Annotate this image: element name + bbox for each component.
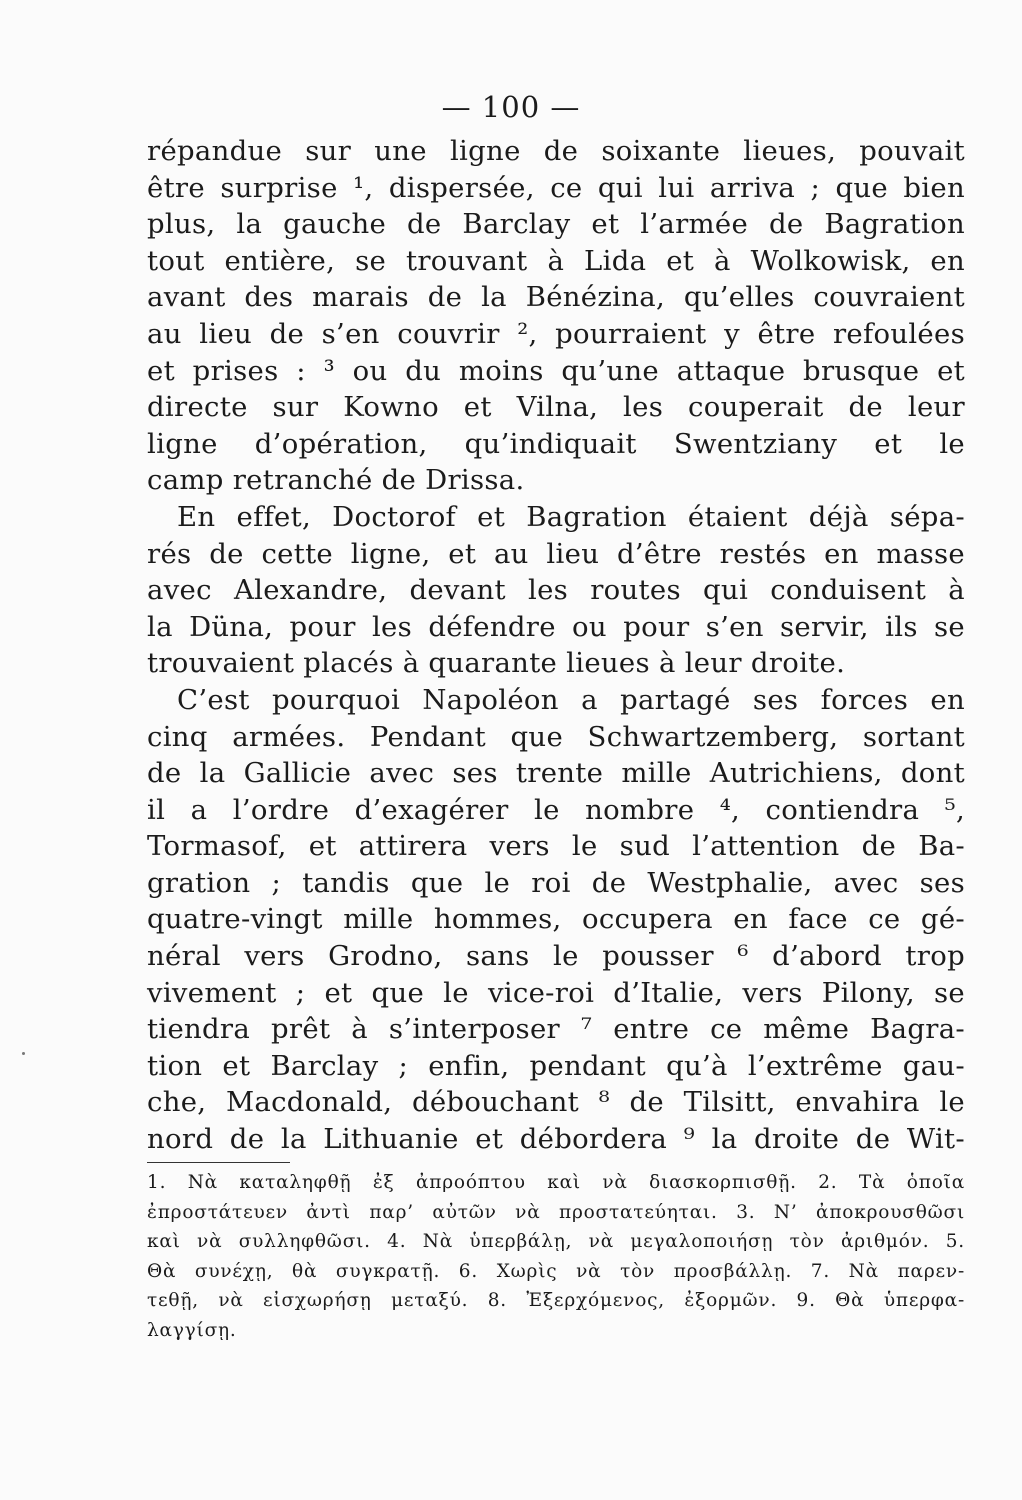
text-line: tout entière, se trouvant à Lida et à Wolkowisk, en <box>147 244 965 277</box>
text-line: au lieu de s’en couvrir ², pourraient y être refoulées <box>147 317 965 350</box>
paragraph-1 <box>147 133 965 499</box>
text-line: il a l’ordre d’exagérer le nombre ⁴, contiendra ⁵, <box>147 793 965 826</box>
text-line: nord de la Lithuanie et débordera ⁹ la droite de Wit- <box>147 1123 965 1156</box>
footnote-line: Θὰ συνέχῃ, θὰ συγκρατῇ. 6. Χωρὶς νὰ τὸν προσβάλλῃ. 7. Νὰ παρεν- <box>147 1260 965 1282</box>
text-line: et prises : ³ ou du moins qu’une attaque brusque et <box>147 354 965 387</box>
footnote-line: 1. Νὰ καταληφθῇ ἐξ ἀπροόπτου καὶ νὰ διασκορπισθῇ. 2. Τὰ ὁποῖα <box>147 1172 965 1193</box>
paragraph-3 <box>147 682 965 1158</box>
text-line: être surprise ¹, dispersée, ce qui lui arriva ; que bien <box>147 171 965 204</box>
text-line: Tormasof, et attirera vers le sud l’attention de Ba- <box>147 830 965 863</box>
text-line: la Düna, pour les défendre ou pour s’en servir, ils se <box>147 610 965 643</box>
text-line: répandue sur une ligne de soixante lieues, pouvait <box>147 135 965 167</box>
page-number: — 100 — <box>441 90 581 124</box>
text-line: tiendra prêt à s’interposer ⁷ entre ce même Bagra- <box>147 1013 965 1046</box>
footnote-line: λαγγίσῃ. <box>147 1319 237 1341</box>
text-line: cinq armées. Pendant que Schwartzemberg, sortant <box>147 720 965 753</box>
text-line: gration ; tandis que le roi de Westphalie, avec ses <box>147 866 965 899</box>
paragraph-2 <box>147 499 965 682</box>
text-line: tion et Barclay ; enfin, pendant qu’à l’extrême gau- <box>147 1049 965 1082</box>
text-line: C’est pourquoi Napoléon a partagé ses forces en <box>177 683 965 716</box>
text-line: quatre-vingt mille hommes, occupera en face ce gé- <box>147 903 965 936</box>
text-line: En effet, Doctorof et Bagration étaient déjà sépa- <box>177 500 965 533</box>
footnote-line: ἐπροστάτευεν ἀντὶ παρ’ αὐτῶν νὰ προστατεύηται. 3. Ν’ ἀποκρουσθῶσι <box>147 1201 965 1223</box>
text-line: ligne d’opération, qu’indiquait Swentziany et le <box>147 427 965 460</box>
text-line: vivement ; et que le vice-roi d’Italie, vers Pilony, se <box>147 976 965 1009</box>
text-line: che, Macdonald, débouchant ⁸ de Tilsitt, envahira le <box>147 1086 965 1119</box>
text-line: rés de cette ligne, et au lieu d’être restés en masse <box>147 537 965 570</box>
text-line: néral vers Grodno, sans le pousser ⁶ d’abord trop <box>147 940 965 973</box>
text-line: directe sur Kowno et Vilna, les couperait de leur <box>147 391 965 424</box>
text-line: trouvaient placés à quarante lieues à leur droite. <box>147 647 846 680</box>
footnote-line: καὶ νὰ συλληφθῶσι. 4. Νὰ ὑπερβάλῃ, νὰ μεγαλοποιήσῃ τὸν ἀριθμόν. 5. <box>147 1231 965 1253</box>
footnotes <box>147 1168 965 1346</box>
text-line: avant des marais de la Bénézina, qu’elles couvraient <box>147 281 965 314</box>
text-line: avec Alexandre, devant les routes qui conduisent à <box>147 574 965 607</box>
paper-speck <box>22 1052 25 1055</box>
text-line: camp retranché de Drissa. <box>147 464 525 497</box>
text-line: de la Gallicie avec ses trente mille Autrichiens, dont <box>147 757 965 790</box>
text-line: plus, la gauche de Barclay et l’armée de Bagration <box>147 208 965 241</box>
footnote-rule <box>147 1162 290 1163</box>
footnote-line: τεθῇ, νὰ εἰσχωρήσῃ μεταξύ. 8. Ἐξερχόμενος, ἐξορμῶν. 9. Θὰ ὑπερφα- <box>147 1290 965 1312</box>
main-text <box>147 133 965 1158</box>
